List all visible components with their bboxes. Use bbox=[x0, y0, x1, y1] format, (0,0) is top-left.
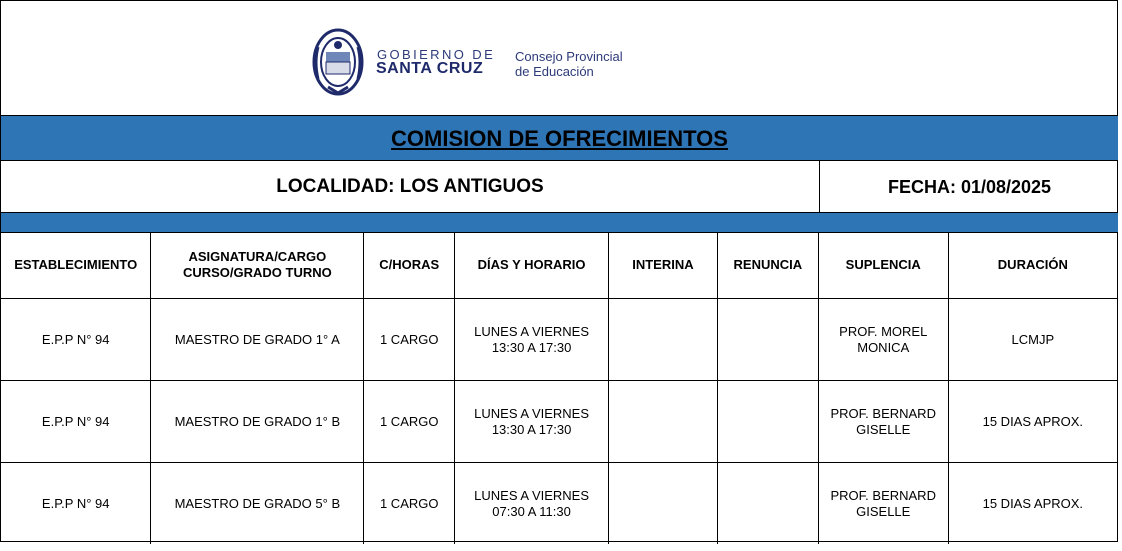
cell-horas: 1 CARGO bbox=[364, 463, 455, 545]
cell-duracion: 15 DIAS APROX. bbox=[948, 463, 1117, 545]
cell-interina bbox=[608, 463, 717, 545]
consejo-line-2: de Educación bbox=[515, 64, 594, 79]
cell-asignatura: MAESTRO DE GRADO 1° A bbox=[151, 299, 364, 381]
header-interina: INTERINA bbox=[608, 232, 717, 299]
cell-renuncia bbox=[717, 463, 818, 545]
cell-establecimiento: E.P.P N° 94 bbox=[1, 463, 151, 545]
gov-line-2: SANTA CRUZ bbox=[376, 60, 484, 77]
cell-duracion: LCMJP bbox=[948, 299, 1117, 381]
header-dias: DÍAS Y HORARIO bbox=[455, 232, 609, 299]
offers-table bbox=[1, 232, 1117, 544]
cell-suplencia: PROF. BERNARD GISELLE bbox=[818, 463, 948, 545]
header-asignatura: ASIGNATURA/CARGO CURSO/GRADO TURNO bbox=[151, 232, 364, 299]
fecha: FECHA: 01/08/2025 bbox=[819, 161, 1119, 213]
cell-dias: LUNES A VIERNES 13:30 A 17:30 bbox=[455, 381, 609, 463]
cell-asignatura: MAESTRO DE GRADO 1° B bbox=[151, 381, 364, 463]
logo bbox=[311, 27, 641, 99]
localidad: LOCALIDAD: LOS ANTIGUOS bbox=[276, 176, 544, 197]
consejo-line-1: Consejo Provincial bbox=[515, 49, 623, 64]
cell-interina bbox=[608, 299, 717, 381]
coat-of-arms-icon bbox=[311, 27, 365, 97]
table-row bbox=[1, 381, 1117, 463]
header bbox=[1, 1, 1118, 115]
cell-establecimiento: E.P.P N° 94 bbox=[1, 299, 151, 381]
table-header-row bbox=[1, 232, 1117, 299]
cell-dias: LUNES A VIERNES 07:30 A 11:30 bbox=[455, 463, 609, 545]
cell-interina bbox=[608, 381, 717, 463]
cell-duracion: 15 DIAS APROX. bbox=[948, 381, 1117, 463]
cell-horas: 1 CARGO bbox=[364, 381, 455, 463]
header-suplencia: SUPLENCIA bbox=[818, 232, 948, 299]
cell-establecimiento: E.P.P N° 94 bbox=[1, 381, 151, 463]
cell-asignatura: MAESTRO DE GRADO 5° B bbox=[151, 463, 364, 545]
separator-band bbox=[1, 212, 1118, 233]
header-renuncia: RENUNCIA bbox=[717, 232, 818, 299]
header-establecimiento: ESTABLECIMIENTO bbox=[1, 232, 151, 299]
cell-suplencia: PROF. MOREL MONICA bbox=[818, 299, 948, 381]
table-row bbox=[1, 299, 1117, 381]
title-band bbox=[1, 115, 1118, 161]
table-row bbox=[1, 463, 1117, 545]
page-title: COMISION DE OFRECIMIENTOS bbox=[391, 126, 728, 151]
header-horas: C/HORAS bbox=[364, 232, 455, 299]
cell-suplencia: PROF. BERNARD GISELLE bbox=[818, 381, 948, 463]
cell-dias: LUNES A VIERNES 13:30 A 17:30 bbox=[455, 299, 609, 381]
cell-renuncia bbox=[717, 299, 818, 381]
cell-horas: 1 CARGO bbox=[364, 299, 455, 381]
gov-line-1: GOBIERNO DE bbox=[377, 47, 496, 62]
info-row bbox=[1, 161, 1118, 213]
header-duracion: DURACIÓN bbox=[948, 232, 1117, 299]
cell-renuncia bbox=[717, 381, 818, 463]
